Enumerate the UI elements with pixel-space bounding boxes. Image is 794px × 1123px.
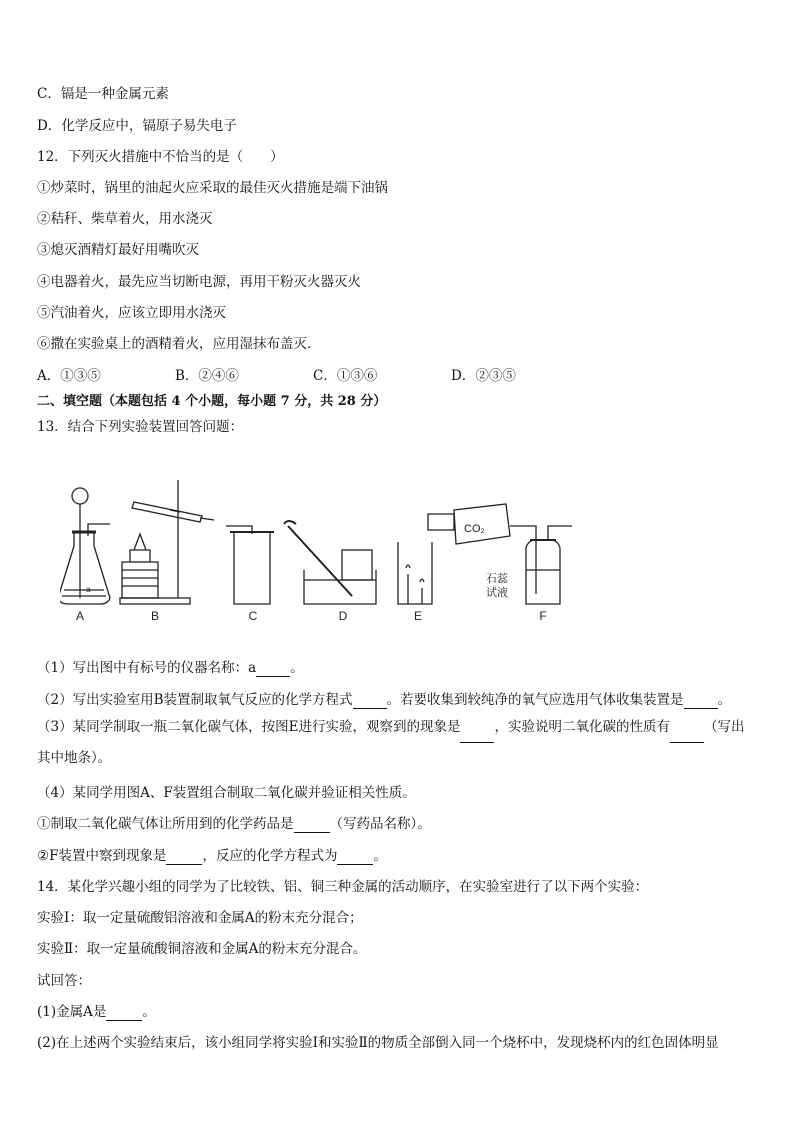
apparatus-a-conical-flask [60, 488, 110, 623]
q14-ask: 试回答： [37, 973, 91, 989]
q13-part-1: （1）写出图中有标号的仪器名称：a 。 [37, 660, 304, 676]
apparatus-d-water-trough [284, 521, 376, 623]
question-13-stem: 13．结合下列实验装置回答问题： [37, 419, 244, 435]
q12-option-d: D．②③⑤ [451, 368, 516, 384]
apparatus-b-heating-setup [120, 480, 214, 623]
q12-item-1: ①炒菜时，锅里的油起火应采取的最佳灭火措施是端下油锅 [37, 180, 388, 196]
svg-text:a: a [86, 585, 91, 594]
svg-text:D: D [338, 609, 348, 623]
q14-part-2: (2)在上述两个实验结束后，该小组同学将实验Ⅰ和实验Ⅱ的物质全部倒入同一个烧杯中，发现烧杯内的红色固体明显 [37, 1035, 719, 1051]
q12-item-6: ⑥撒在实验桌上的酒精着火，应用湿抹布盖灭． [37, 336, 321, 352]
q14-experiment-2: 实验Ⅱ：取一定量硫酸铜溶液和金属A的粉末充分混合。 [37, 941, 367, 957]
section-heading-fill-in: 二、填空题（本题包括 4 个小题，每小题 7 分，共 28 分） [37, 394, 387, 409]
q12-item-2: ②秸秆、柴草着火，用水浇灭 [37, 211, 213, 227]
apparatus-e-beaker-candles [398, 504, 510, 623]
svg-text:F: F [539, 609, 547, 623]
q12-option-c: C．①③⑥ [313, 368, 378, 384]
svg-text:E: E [413, 609, 423, 623]
apparatus-f-wash-bottle [486, 526, 572, 623]
litmus-label-2: 试液 [486, 587, 508, 599]
q14-experiment-1: 实验Ⅰ：取一定量硫酸铝溶液和金属A的粉末充分混合； [37, 910, 363, 926]
q12-option-a: A．①③⑤ [37, 368, 101, 384]
apparatus-c-gas-jar [226, 526, 274, 623]
question-14-stem: 14．某化学兴趣小组的同学为了比较铁、铝、铜三种金属的活动顺序，在实验室进行了以下两个实验： [37, 879, 649, 895]
svg-text:A: A [75, 609, 85, 623]
q13-part-2: （2）写出实验室用B装置制取氧气反应的化学方程式 。若要收集到较纯净的氧气应选用气体收集装置是 。 [37, 692, 732, 708]
svg-text:C: C [248, 609, 258, 623]
option-c-q11: C．镉是一种金属元素 [37, 86, 169, 102]
q12-option-b: B．②④⑥ [175, 368, 239, 384]
q13-part-4-2: ②F装置中察到现象是 ，反应的化学方程式为 。 [37, 848, 387, 864]
q13-part-4: （4）某同学用图A、F装置组合制取二氧化碳并验证相关性质。 [37, 785, 416, 801]
q13-part-3: （3）某同学制取一瓶二氧化碳气体，按图E进行实验，观察到的现象是 ，实验说明二氧化碳的性质有 （写出其中地条）。 [37, 712, 757, 773]
option-d-q11: D．化学反应中，镉原子易失电子 [37, 118, 237, 134]
svg-text:B: B [150, 609, 160, 623]
q12-item-5: ⑤汽油着火，应该立即用水浇灭 [37, 305, 226, 321]
q12-options [37, 364, 589, 384]
q12-item-4: ④电器着火，最先应当切断电源，再用干粉灭火器灭火 [37, 274, 361, 290]
question-12-stem: 12．下列灭火措施中不恰当的是（ ） [37, 149, 284, 165]
q13-part-4-1: ①制取二氧化碳气体让所用到的化学药品是 （写药品名称）。 [37, 816, 431, 832]
q14-part-1: (1)金属A是 。 [37, 1004, 156, 1020]
q12-item-3: ③熄灭酒精灯最好用嘴吹灭 [37, 242, 199, 258]
apparatus-figure [60, 470, 580, 630]
litmus-label-1: 石蕊 [486, 573, 508, 585]
co2-label: CO₂ [464, 523, 485, 535]
